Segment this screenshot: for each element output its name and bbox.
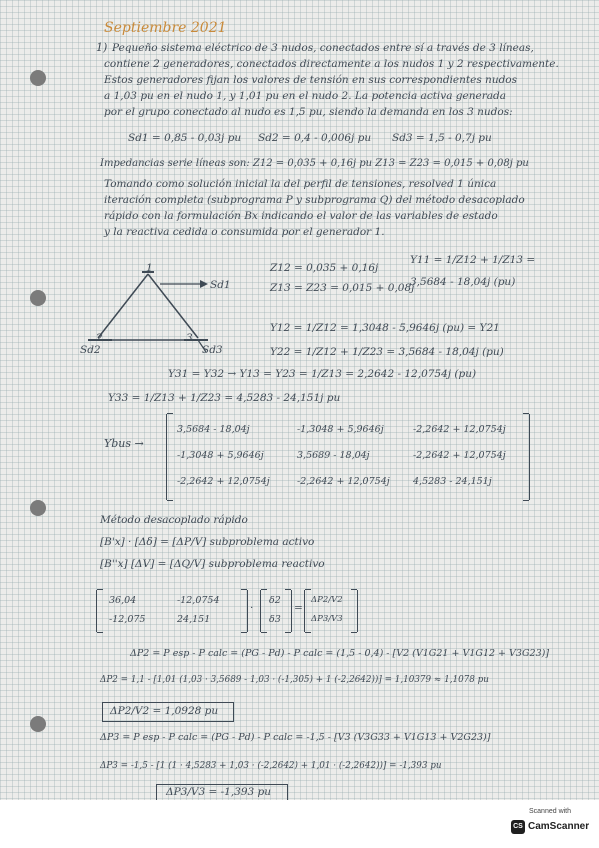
instruction-line: Tomando como solución inicial la del perfil de tensiones, resolved 1 única: [104, 178, 497, 190]
sd1-label: Sd1: [210, 279, 231, 291]
z12-value: Z12 = 0,035 + 0,16j: [270, 262, 379, 274]
y22-value: Y22 = 1/Z12 + 1/Z23 = 3,5684 - 18,04j (pu): [270, 346, 504, 358]
ybus-matrix: [166, 414, 530, 500]
problem-line: a 1,03 pu en el nudo 1, y 1,01 pu en el nudo 2. La potencia activa generada: [104, 90, 506, 102]
node-1-label: 1: [146, 262, 153, 274]
ybus-cell: -2,2642 + 12,0754j: [413, 424, 506, 435]
binder-hole: [30, 290, 46, 306]
node-2-label: 2: [96, 332, 103, 344]
rhs-cell: ΔP3/V3: [311, 614, 343, 624]
rhs-cell: ΔP2/V2: [311, 595, 343, 605]
dp3-result: ΔP3/V3 = -1,393 pu: [166, 786, 272, 798]
page-title: Septiembre 2021: [104, 20, 227, 36]
delta-cell: δ2: [269, 595, 281, 606]
binder-hole: [30, 500, 46, 516]
instruction-line: iteración completa (subprograma P y subprograma Q) del método desacoplado: [104, 194, 525, 206]
b-cell: -12,0754: [177, 595, 220, 606]
dp2-value: ΔP2 = 1,1 - [1,01 (1,03 · 3,5689 - 1,03 · (-1,305) + 1 (-2,2642))] = 1,10379 ≈ 1,1078 pu: [100, 675, 489, 685]
problem-line: contiene 2 generadores, conectados directamente a los nudos 1 y 2 respectivamente.: [104, 58, 559, 70]
sd2-label: Sd2: [80, 344, 101, 356]
ybus-cell: -1,3048 + 5,9646j: [297, 424, 384, 435]
multiply-dot: ·: [250, 602, 254, 614]
sd3-label: Sd3: [202, 344, 223, 356]
b-cell: -12,075: [109, 614, 146, 625]
ybus-cell: 4,5283 - 24,151j: [413, 476, 492, 487]
scanned-with-text: Scanned with: [528, 808, 572, 815]
camscanner-watermark: [509, 808, 591, 840]
y33-value: Y33 = 1/Z13 + 1/Z23 = 4,5283 - 24,151j pu: [108, 392, 341, 404]
demand-sd3: Sd3 = 1,5 - 0,7j pu: [392, 132, 492, 144]
y11-formula: Y11 = 1/Z12 + 1/Z13 =: [410, 254, 536, 266]
delta-cell: δ3: [269, 614, 281, 625]
problem-line: por el grupo conectado al nudo es 1,5 pu, siendo la demanda en los 3 nudos:: [104, 106, 513, 118]
dp2-definition: ΔP2 = P esp - P calc = (PG - Pd) - P calc = (1,5 - 0,4) - [V2 (V1G21 + V1G12 + V3G23)]: [130, 648, 550, 659]
rhs-vector: [304, 590, 358, 632]
dp2-result: ΔP2/V2 = 1,0928 pu: [110, 705, 219, 717]
impedances-text: Impedancias serie líneas son: Z12 = 0,035 + 0,16j pu Z13 = Z23 = 0,015 + 0,08j pu: [100, 158, 529, 169]
ybus-cell: -1,3048 + 5,9646j: [177, 450, 264, 461]
instruction-line: y la reactiva cedida o consumida por el generador 1.: [104, 226, 385, 238]
method-eq-reactive: [B''x] [ΔV] = [ΔQ/V] subproblema reactivo: [100, 558, 325, 570]
camscanner-logo-icon: CS: [511, 820, 525, 834]
ybus-cell: 3,5684 - 18,04j: [177, 424, 250, 435]
problem-line: Estos generadores fijan los valores de tensión en sus correspondientes nudos: [104, 74, 518, 86]
method-eq-active: [B'x] · [Δδ] = [ΔP/V] subproblema activo: [100, 536, 315, 548]
problem-line: Pequeño sistema eléctrico de 3 nudos, conectados entre sí a través de 3 líneas,: [112, 42, 534, 54]
binder-hole: [30, 70, 46, 86]
y12-value: Y12 = 1/Z12 = 1,3048 - 5,9646j (pu) = Y21: [270, 322, 500, 334]
problem-number: 1): [96, 41, 108, 54]
ybus-cell: -2,2642 + 12,0754j: [413, 450, 506, 461]
b-cell: 36,04: [109, 595, 137, 606]
dp3-definition: ΔP3 = P esp - P calc = (PG - Pd) - P calc = -1,5 - [V3 (V3G33 + V1G13 + V2G23)]: [100, 732, 491, 743]
camscanner-name: CamScanner: [528, 821, 590, 832]
network-diagram: [80, 256, 250, 356]
ybus-cell: -2,2642 + 12,0754j: [177, 476, 270, 487]
equals-sign: =: [294, 602, 303, 614]
node-3-label: 3: [186, 332, 193, 344]
z13-value: Z13 = Z23 = 0,015 + 0,08j: [270, 282, 415, 294]
delta-vector: [260, 590, 292, 632]
binder-hole: [30, 716, 46, 732]
method-heading: Método desacoplado rápido: [100, 514, 248, 526]
ybus-cell: -2,2642 + 12,0754j: [297, 476, 390, 487]
ybus-cell: 3,5689 - 18,04j: [297, 450, 370, 461]
b-prime-matrix: [96, 590, 248, 632]
b-cell: 24,151: [177, 614, 211, 625]
demand-sd2: Sd2 = 0,4 - 0,006j pu: [258, 132, 372, 144]
dp3-value: ΔP3 = -1,5 - [1 (1 · 4,5283 + 1,03 · (-2,2642) + 1,01 · (-2,2642))] = -1,393 pu: [100, 761, 442, 771]
y11-value: 3,5684 - 18,04j (pu): [410, 276, 516, 288]
ybus-label: Ybus →: [104, 437, 144, 450]
demand-sd1: Sd1 = 0,85 - 0,03j pu: [128, 132, 242, 144]
y31-value: Y31 = Y32 → Y13 = Y23 = 1/Z13 = 2,2642 - 12,0754j (pu): [168, 368, 477, 380]
instruction-line: rápido con la formulación Bx indicando el valor de las variables de estado: [104, 210, 498, 222]
